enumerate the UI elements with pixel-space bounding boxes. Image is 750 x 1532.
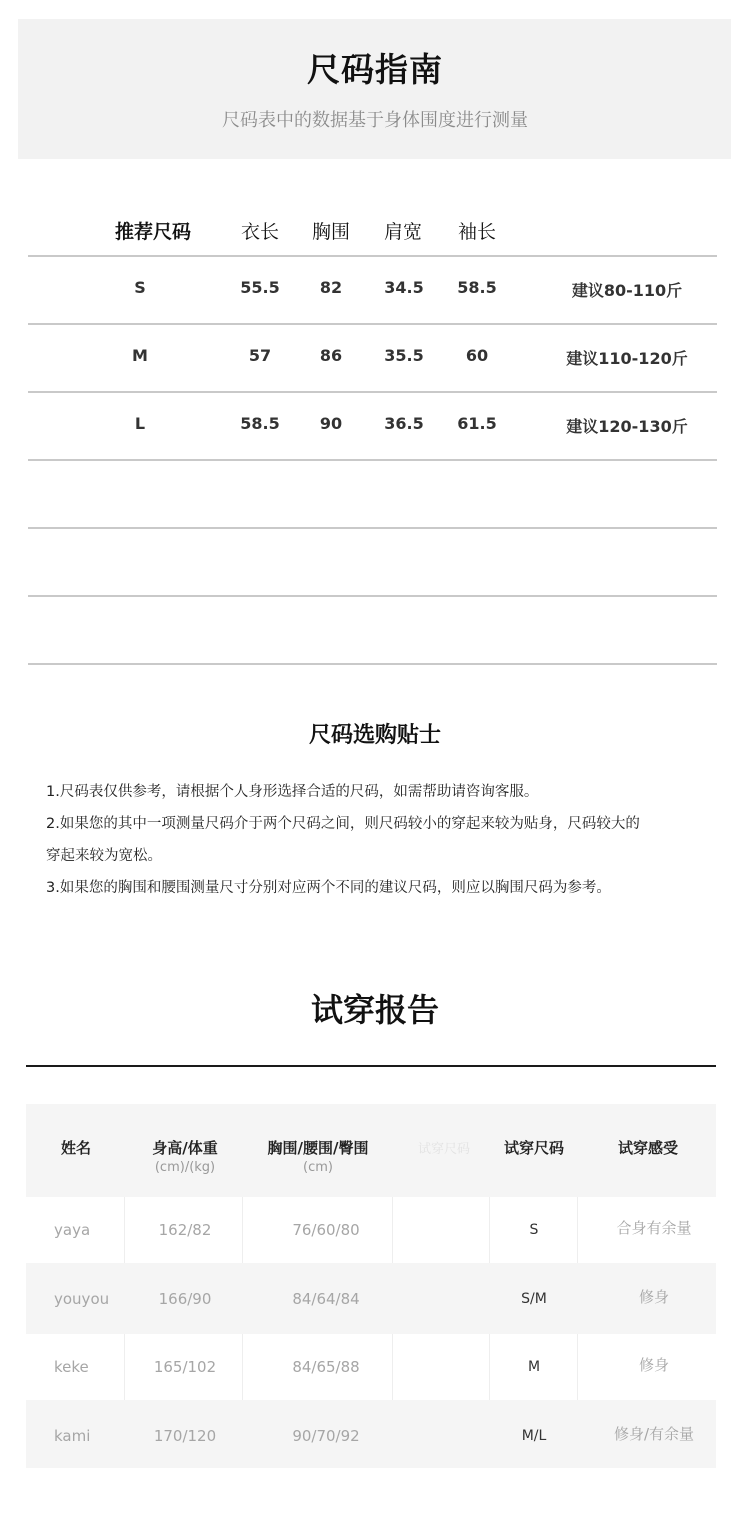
report-header-ghost: 试穿尺码 xyxy=(417,1142,470,1157)
report-cell-measurements: 90/70/92 xyxy=(292,1427,360,1445)
size-cell-size: L xyxy=(134,414,146,433)
size-table-divider xyxy=(28,527,717,529)
column-divider xyxy=(242,1334,243,1400)
size-cell-shoulder: 34.5 xyxy=(384,278,424,297)
report-cell-size: M xyxy=(527,1359,541,1375)
report-header-measurements-unit: (cm) xyxy=(303,1160,333,1175)
size-cell-chest: 82 xyxy=(319,278,343,297)
column-divider xyxy=(242,1197,243,1263)
report-cell-feel: 修身 xyxy=(638,1288,669,1306)
report-cell-height-weight: 170/120 xyxy=(153,1427,217,1445)
report-cell-size: S xyxy=(529,1222,539,1238)
tips-line: 2.如果您的其中一项测量尺码介于两个尺码之间，则尺码较小的穿起来较为贴身，尺码较大的 xyxy=(46,816,640,832)
size-col-header-length: 衣长 xyxy=(240,221,279,243)
size-table-divider xyxy=(28,459,717,461)
size-cell-sleeve: 58.5 xyxy=(457,278,497,297)
size-cell-length: 55.5 xyxy=(240,278,280,297)
tips-line: 3.如果您的胸围和腰围测量尺寸分别对应两个不同的建议尺码，则应以胸围尺码为参考。 xyxy=(46,880,611,896)
report-cell-measurements: 76/60/80 xyxy=(292,1221,360,1239)
report-cell-feel: 修身/有余量 xyxy=(613,1425,695,1443)
size-table-divider xyxy=(28,391,717,393)
size-table-divider xyxy=(28,323,717,325)
size-table-divider xyxy=(28,663,717,665)
report-header-name: 姓名 xyxy=(60,1139,91,1157)
tips-line: 穿起来较为宽松。 xyxy=(46,848,162,864)
report-title-divider xyxy=(26,1065,716,1067)
report-cell-measurements: 84/64/84 xyxy=(292,1290,360,1308)
size-cell-size: M xyxy=(132,346,148,365)
size-cell-advice: 建议120-130斤 xyxy=(566,417,688,436)
size-cell-size: S xyxy=(134,278,146,297)
report-cell-name: yaya xyxy=(54,1221,91,1239)
size-col-header-chest: 胸围 xyxy=(311,221,350,243)
size-cell-shoulder: 36.5 xyxy=(384,414,424,433)
size-cell-length: 57 xyxy=(248,346,272,365)
column-divider xyxy=(124,1197,125,1263)
report-cell-size: S/M xyxy=(521,1291,547,1307)
report-cell-height-weight: 162/82 xyxy=(158,1221,212,1239)
size-cell-sleeve: 60 xyxy=(465,346,489,365)
tips-title: 尺码选购贴士 xyxy=(308,723,441,748)
size-cell-sleeve: 61.5 xyxy=(457,414,497,433)
size-col-header-size: 推荐尺码 xyxy=(114,221,191,243)
report-header-height-weight-unit: (cm)/(kg) xyxy=(154,1160,216,1175)
size-cell-chest: 86 xyxy=(319,346,343,365)
report-header-feel: 试穿感受 xyxy=(617,1139,678,1157)
report-cell-measurements: 84/65/88 xyxy=(292,1358,360,1376)
size-cell-advice: 建议80-110斤 xyxy=(571,281,683,300)
page-title: 尺码指南 xyxy=(307,50,443,89)
size-cell-shoulder: 35.5 xyxy=(384,346,424,365)
size-table-divider xyxy=(28,255,717,257)
report-header-height-weight: 身高/体重 xyxy=(152,1139,218,1157)
report-cell-feel: 合身有余量 xyxy=(616,1219,692,1237)
report-header-size: 试穿尺码 xyxy=(503,1139,564,1157)
report-cell-feel: 修身 xyxy=(638,1356,669,1374)
report-title: 试穿报告 xyxy=(310,991,439,1029)
report-cell-size: M/L xyxy=(521,1428,547,1444)
report-cell-name: keke xyxy=(54,1358,89,1376)
page-subtitle: 尺码表中的数据基于身体围度进行测量 xyxy=(222,110,528,131)
size-table-divider xyxy=(28,595,717,597)
report-cell-name: kami xyxy=(54,1427,91,1445)
size-col-header-sleeve: 袖长 xyxy=(457,221,496,243)
size-col-header-shoulder: 肩宽 xyxy=(383,221,422,243)
size-cell-advice: 建议110-120斤 xyxy=(566,349,688,368)
size-cell-length: 58.5 xyxy=(240,414,280,433)
tips-line: 1.尺码表仅供参考，请根据个人身形选择合适的尺码，如需帮助请咨询客服。 xyxy=(46,784,539,800)
tips-text xyxy=(46,776,716,904)
report-cell-height-weight: 165/102 xyxy=(153,1358,217,1376)
report-cell-height-weight: 166/90 xyxy=(158,1290,212,1308)
report-header-measurements: 胸围/腰围/臀围 xyxy=(267,1139,369,1157)
report-cell-name: youyou xyxy=(54,1290,110,1308)
size-cell-chest: 90 xyxy=(319,414,343,433)
column-divider xyxy=(124,1334,125,1400)
